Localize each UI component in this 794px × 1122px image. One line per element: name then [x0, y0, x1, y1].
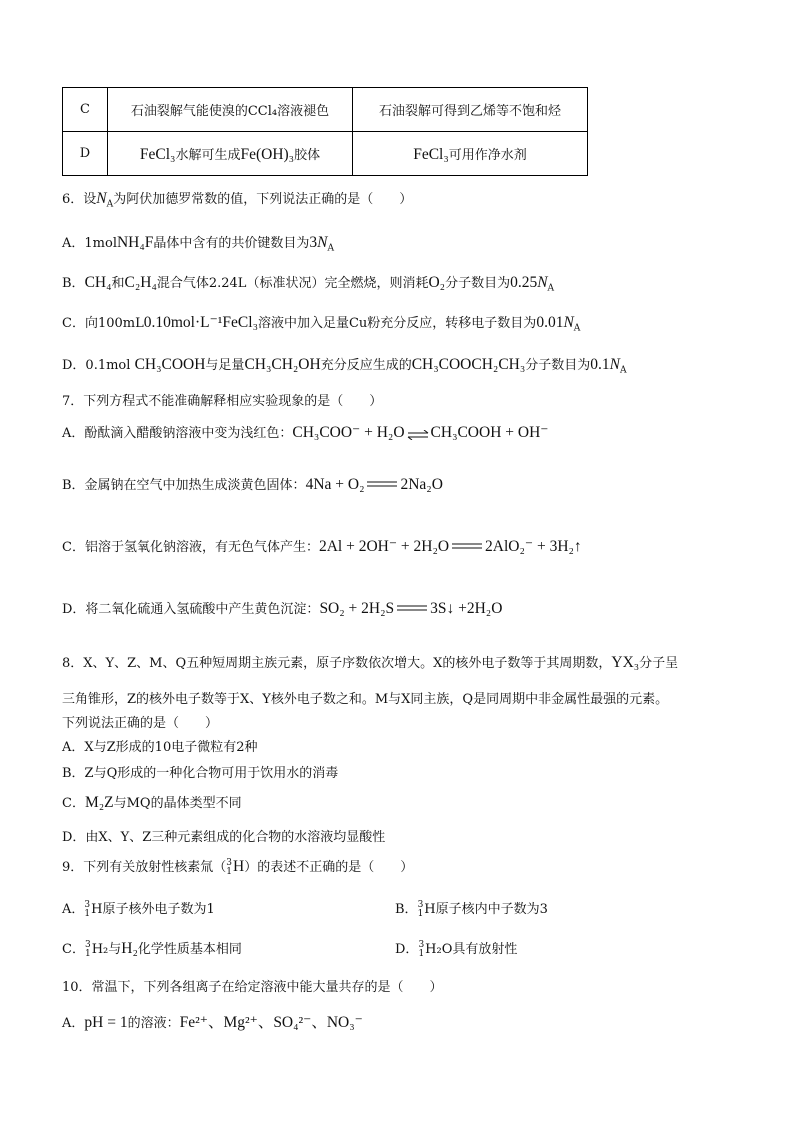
q8-stem-line1: 8．X、Y、Z、M、Q五种短周期主族元素，原子序数依次增大。X的核外电子数等于其周期数，YX₃分子呈 — [62, 654, 679, 671]
table-row — [63, 88, 588, 132]
table-row — [63, 132, 588, 176]
q8-stem-line2: 三角锥形，Z的核外电子数等于X、Y核外电子数之和。M与X同主族，Q是同周期中非金属性最强的元素。 — [62, 692, 669, 707]
q8-option-d: D．由X、Y、Z三种元素组成的化合物的水溶液均显酸性 — [62, 830, 386, 845]
q8-option-a: A．X与Z形成的10电子微粒有2种 — [62, 740, 258, 755]
q8-option-b: B．Z与Q形成的一种化合物可用于饮用水的消毒 — [62, 766, 339, 781]
q7-option-b: B．金属钠在空气中加热生成淡黄色固体：4Na + O₂ 2Na₂O — [62, 476, 443, 493]
row-left-cell: 石油裂解气能使溴的CCl₄溶液褪色 — [108, 88, 353, 132]
comparison-table — [62, 87, 588, 176]
q8-stem-line3: 下列说法正确的是（ ） — [62, 716, 219, 731]
q9-option-d: D． 3 1 H₂O具有放射性 — [395, 939, 518, 959]
q10-stem: 10．常温下，下列各组离子在给定溶液中能大量共存的是（ ） — [62, 980, 443, 995]
q9-stem: 9．下列有关放射性核素氚（ 3 1 H）的表述不正确的是（ ） — [62, 857, 414, 877]
q9-option-c: C． 3 1 H₂与H₂化学性质基本相同 — [62, 939, 242, 959]
q6-option-d: D．0.1mol CH₃COOH与足量CH₃CH₂OH充分反应生成的CH₃COOCH₂CH₃分子数目为$0.1N_A$ — [62, 356, 627, 376]
equals-sign-icon — [449, 540, 485, 555]
q9-option-b: B． 3 1 H原子核内中子数为3 — [395, 899, 548, 919]
q10-option-a: A．pH = 1的溶液：Fe²⁺、Mg²⁺、SO₄²⁻、NO₃⁻ — [62, 1014, 363, 1031]
q9-option-a: A． 3 1 H原子核外电子数为1 — [62, 899, 215, 919]
equals-sign-icon — [394, 602, 430, 617]
row-right-cell: FeCl₃可用作净水剂 — [353, 132, 588, 176]
q7-option-a: A．酚酞滴入醋酸钠溶液中变为浅红色：CH₃COO⁻ + H₂O CH₃COOH + OH⁻ — [62, 424, 549, 441]
q6-option-b: B．CH₄和C₂H₄混合气体2.24L（标准状况）完全燃烧，则消耗O₂分子数目为$0.25N_A$ — [62, 274, 555, 294]
q7-option-c: C．铝溶于氢氧化钠溶液，有无色气体产生：2Al + 2OH⁻ + 2H₂O 2AlO₂⁻ + 3H₂↑ — [62, 538, 582, 555]
reversible-arrow-icon — [405, 429, 431, 439]
q8-option-c: C．M₂Z与MQ的晶体类型不同 — [62, 794, 242, 811]
q6-stem: 6．设$N_A$为阿伏加德罗常数的值，下列说法正确的是（ ） — [62, 190, 413, 210]
q7-option-d: D．将二氧化硫通入氢硫酸中产生黄色沉淀：SO₂ + 2H₂S 3S↓ +2H₂O — [62, 600, 503, 617]
row-label: D — [63, 132, 108, 176]
row-left-cell: FeCl₃水解可生成Fe(OH)₃胶体 — [108, 132, 353, 176]
q7-stem: 7．下列方程式不能准确解释相应实验现象的是（ ） — [62, 394, 383, 409]
q6-option-c: C．向100mL0.10mol·L⁻¹FeCl₃溶液中加入足量Cu粉充分反应，转移电子数目为$0.01N_A$ — [62, 314, 581, 334]
row-right-cell: 石油裂解可得到乙烯等不饱和烃 — [353, 88, 588, 132]
equals-sign-icon — [364, 478, 400, 493]
row-label: C — [63, 88, 108, 132]
q6-option-a: A．1molNH₄F晶体中含有的共价键数目为$3N_A$ — [62, 234, 335, 254]
